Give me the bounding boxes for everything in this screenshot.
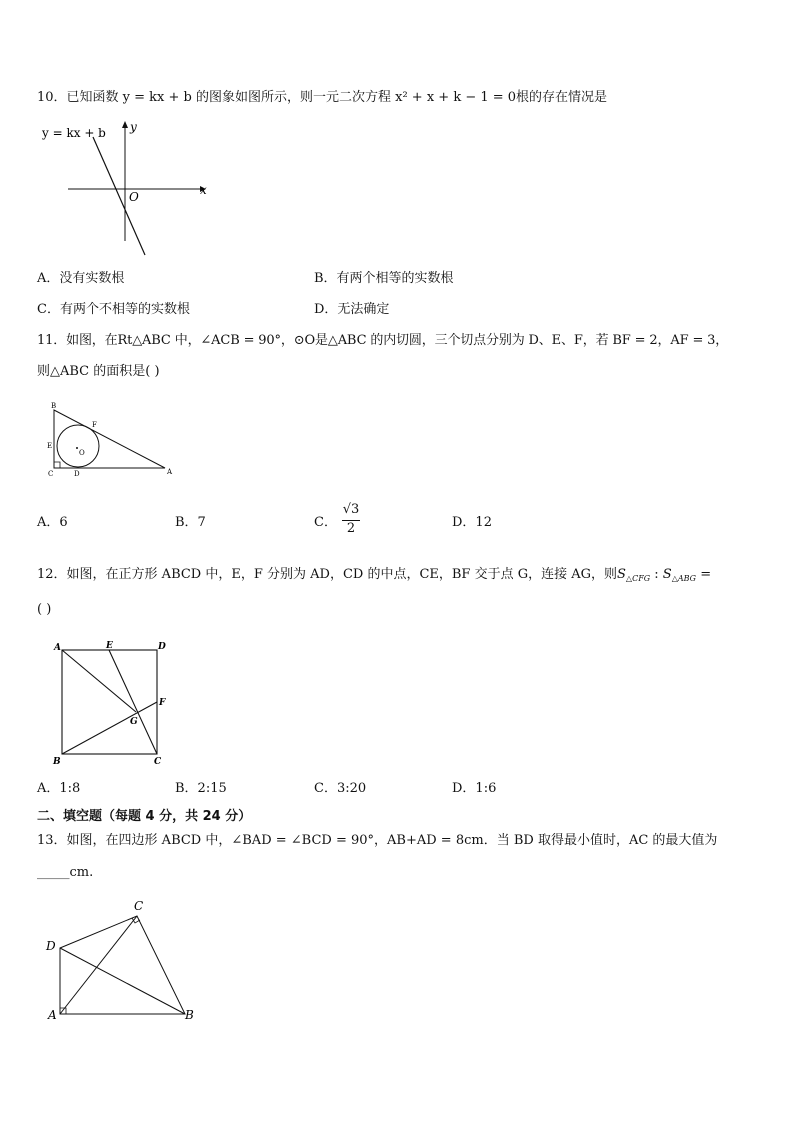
ratio-sub1: △CFG bbox=[625, 574, 651, 583]
center-dot bbox=[76, 447, 78, 449]
q11-option-c-prefix: C． bbox=[314, 515, 337, 530]
label-d: D bbox=[46, 939, 56, 953]
ratio-s1: S bbox=[617, 567, 626, 582]
q12-stem-line2: ( ) bbox=[37, 602, 52, 617]
label-g: G bbox=[130, 717, 138, 727]
label-f: F bbox=[92, 421, 97, 429]
q10-stem: 10．已知函数 y = kx + b 的图象如图所示，则一元二次方程 x² + x + k − 1 = 0根的存在情况是 bbox=[37, 90, 608, 105]
q10-option-a: A．没有实数根 bbox=[37, 271, 125, 286]
label-b: B bbox=[185, 1008, 194, 1022]
q10-option-c: C．有两个不相等的实数根 bbox=[37, 302, 190, 317]
incircle bbox=[57, 425, 99, 467]
q11-option-b: B．7 bbox=[175, 515, 206, 530]
label-b: B bbox=[53, 757, 61, 767]
fraction-denominator: 2 bbox=[346, 521, 356, 536]
q11-option-c-fraction bbox=[338, 502, 364, 537]
diagonal-ac bbox=[60, 916, 137, 1014]
label-c: C bbox=[154, 757, 162, 767]
label-f: F bbox=[159, 698, 166, 708]
y-axis-arrow-icon bbox=[122, 121, 128, 128]
origin-label: O bbox=[129, 190, 139, 204]
label-d: D bbox=[74, 470, 80, 478]
q12-option-c: C．3:20 bbox=[314, 781, 367, 796]
ratio-colon: : bbox=[650, 567, 663, 582]
q10-option-b: B．有两个相等的实数根 bbox=[314, 271, 454, 286]
y-label: y bbox=[130, 120, 137, 134]
label-c: C bbox=[134, 899, 144, 913]
label-a: A bbox=[54, 643, 61, 653]
right-angle-mark bbox=[54, 462, 60, 468]
line-label: y = kx + b bbox=[42, 126, 106, 140]
q13-blank: _____cm. bbox=[37, 865, 94, 880]
fraction-numerator: √3 bbox=[342, 502, 360, 517]
q13-stem: 13．如图，在四边形 ABCD 中，∠BAD = ∠BCD = 90°，AB+AD = 8cm．当 BD 取得最小值时，AC 的最大值为 bbox=[37, 833, 718, 848]
q11-stem-line2: 则△ABC 的面积是( ) bbox=[37, 364, 160, 379]
label-a: A bbox=[48, 1008, 57, 1022]
q12-figure bbox=[48, 636, 178, 768]
q11-option-d: D．12 bbox=[452, 515, 492, 530]
q13-figure bbox=[42, 898, 207, 1026]
x-label: x bbox=[200, 183, 207, 197]
label-a: A bbox=[167, 468, 173, 476]
q11-figure bbox=[42, 398, 182, 480]
segment-ce bbox=[109, 650, 157, 754]
q12-stem-line1 bbox=[37, 566, 711, 588]
segment-bf bbox=[62, 702, 157, 754]
section-heading: 二、填空题（每题 4 分，共 24 分） bbox=[37, 809, 252, 824]
label-d: D bbox=[158, 642, 166, 652]
ratio-s2: S bbox=[662, 567, 672, 582]
q11-stem-line1: 11．如图，在Rt△ABC 中，∠ACB = 90°，⊙O是△ABC 的内切圆，三个切点分别为 D、E、F，若 BF = 2，AF = 3， bbox=[37, 333, 729, 348]
quadrilateral-abcd bbox=[60, 916, 185, 1014]
segment-ag bbox=[62, 650, 136, 712]
square-abcd bbox=[62, 650, 157, 754]
ratio-eq: = bbox=[696, 567, 712, 582]
q12-stem-text: 12．如图，在正方形 ABCD 中，E，F 分别为 AD，CD 的中点，CE，BF 交于点 G，连接 AG，则 bbox=[37, 567, 618, 582]
diagonal-bd bbox=[60, 948, 185, 1014]
ratio-sub2: △ABG bbox=[671, 574, 697, 583]
triangle-abc bbox=[54, 410, 165, 468]
label-e: E bbox=[47, 442, 53, 450]
label-b: B bbox=[51, 402, 57, 410]
label-o: O bbox=[79, 449, 85, 457]
label-c: C bbox=[48, 470, 54, 478]
q12-option-a: A．1:8 bbox=[37, 781, 81, 796]
q12-option-d: D．1:6 bbox=[452, 781, 497, 796]
q12-option-b: B．2:15 bbox=[175, 781, 227, 796]
q10-figure bbox=[38, 115, 218, 260]
label-e: E bbox=[106, 641, 113, 651]
q10-option-d: D．无法确定 bbox=[314, 302, 390, 317]
q11-option-a: A．6 bbox=[37, 515, 68, 530]
